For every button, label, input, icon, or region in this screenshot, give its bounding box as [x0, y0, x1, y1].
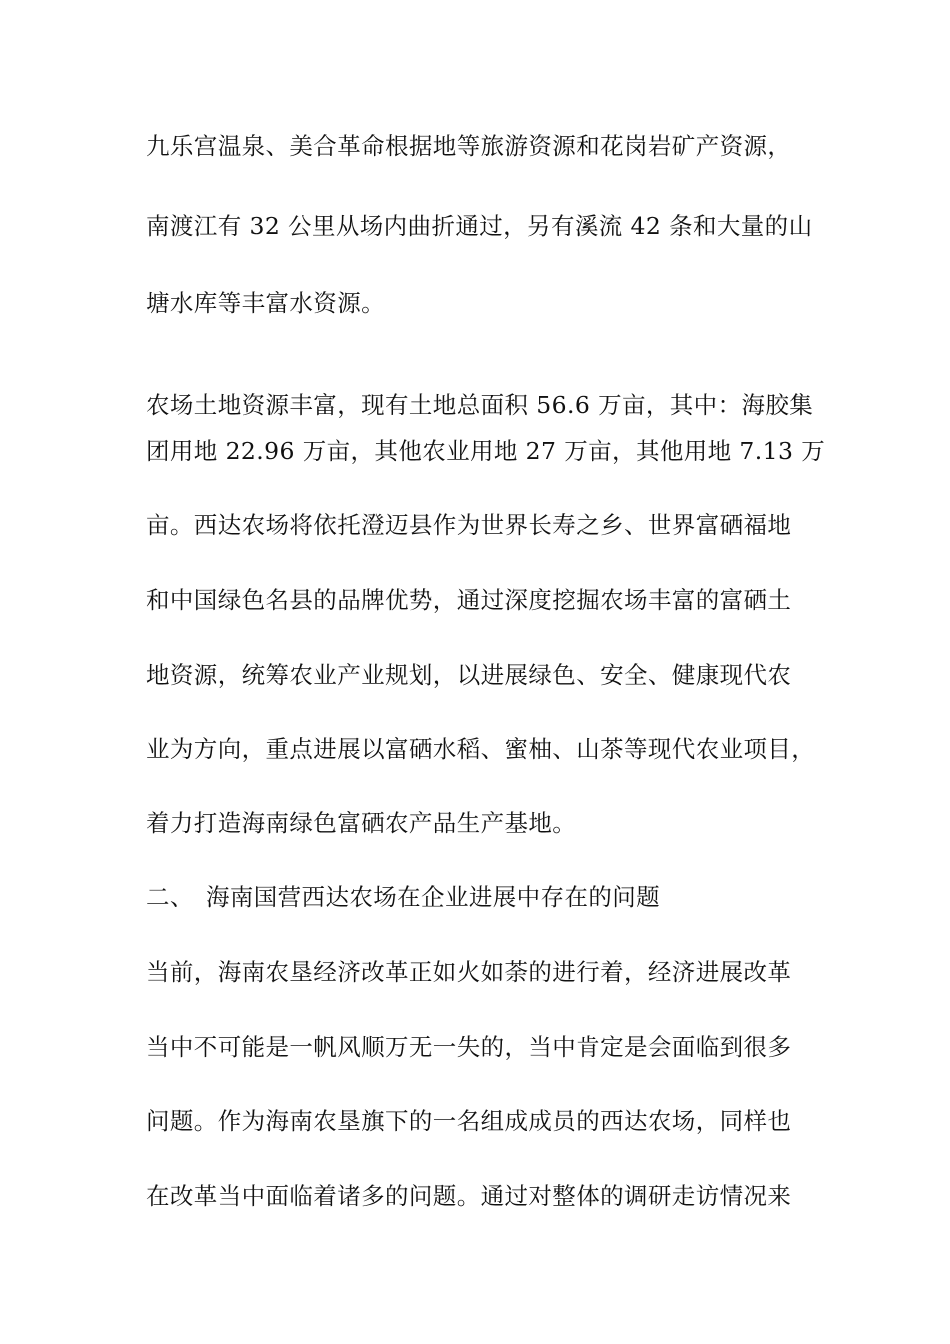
text-line: 亩。西达农场将依托澄迈县作为世界长寿之乡、世界富硒福地: [146, 511, 792, 539]
text-line: 团用地 22.96 万亩，其他农业用地 27 万亩，其他用地 7.13 万: [146, 437, 826, 465]
text-line: 九乐宫温泉、美合革命根据地等旅游资源和花岗岩矿产资源，: [146, 132, 792, 160]
section-heading: 二、 海南国营西达农场在企业进展中存在的问题: [146, 883, 661, 911]
text-line: 在改革当中面临着诸多的问题。通过对整体的调研走访情况来: [146, 1182, 792, 1210]
text-line: 业为方向，重点进展以富硒水稻、蜜柚、山茶等现代农业项目，: [146, 735, 816, 763]
text-line: 和中国绿色名县的品牌优势，通过深度挖掘农场丰富的富硒土: [146, 586, 792, 614]
text-line: 地资源，统筹农业产业规划，以进展绿色、安全、健康现代农: [146, 661, 792, 689]
text-line: 问题。作为海南农垦旗下的一名组成成员的西达农场，同样也: [146, 1107, 792, 1135]
text-line: 南渡江有 32 公里从场内曲折通过，另有溪流 42 条和大量的山: [146, 212, 813, 240]
text-line: 当中不可能是一帆风顺万无一失的，当中肯定是会面临到很多: [146, 1033, 792, 1061]
text-line: 当前，海南农垦经济改革正如火如荼的进行着，经济进展改革: [146, 958, 792, 986]
text-line: 塘水库等丰富水资源。: [146, 289, 385, 317]
text-line: 农场土地资源丰富，现有土地总面积 56.6 万亩，其中：海胶集: [146, 391, 814, 419]
text-line: 着力打造海南绿色富硒农产品生产基地。: [146, 809, 577, 837]
